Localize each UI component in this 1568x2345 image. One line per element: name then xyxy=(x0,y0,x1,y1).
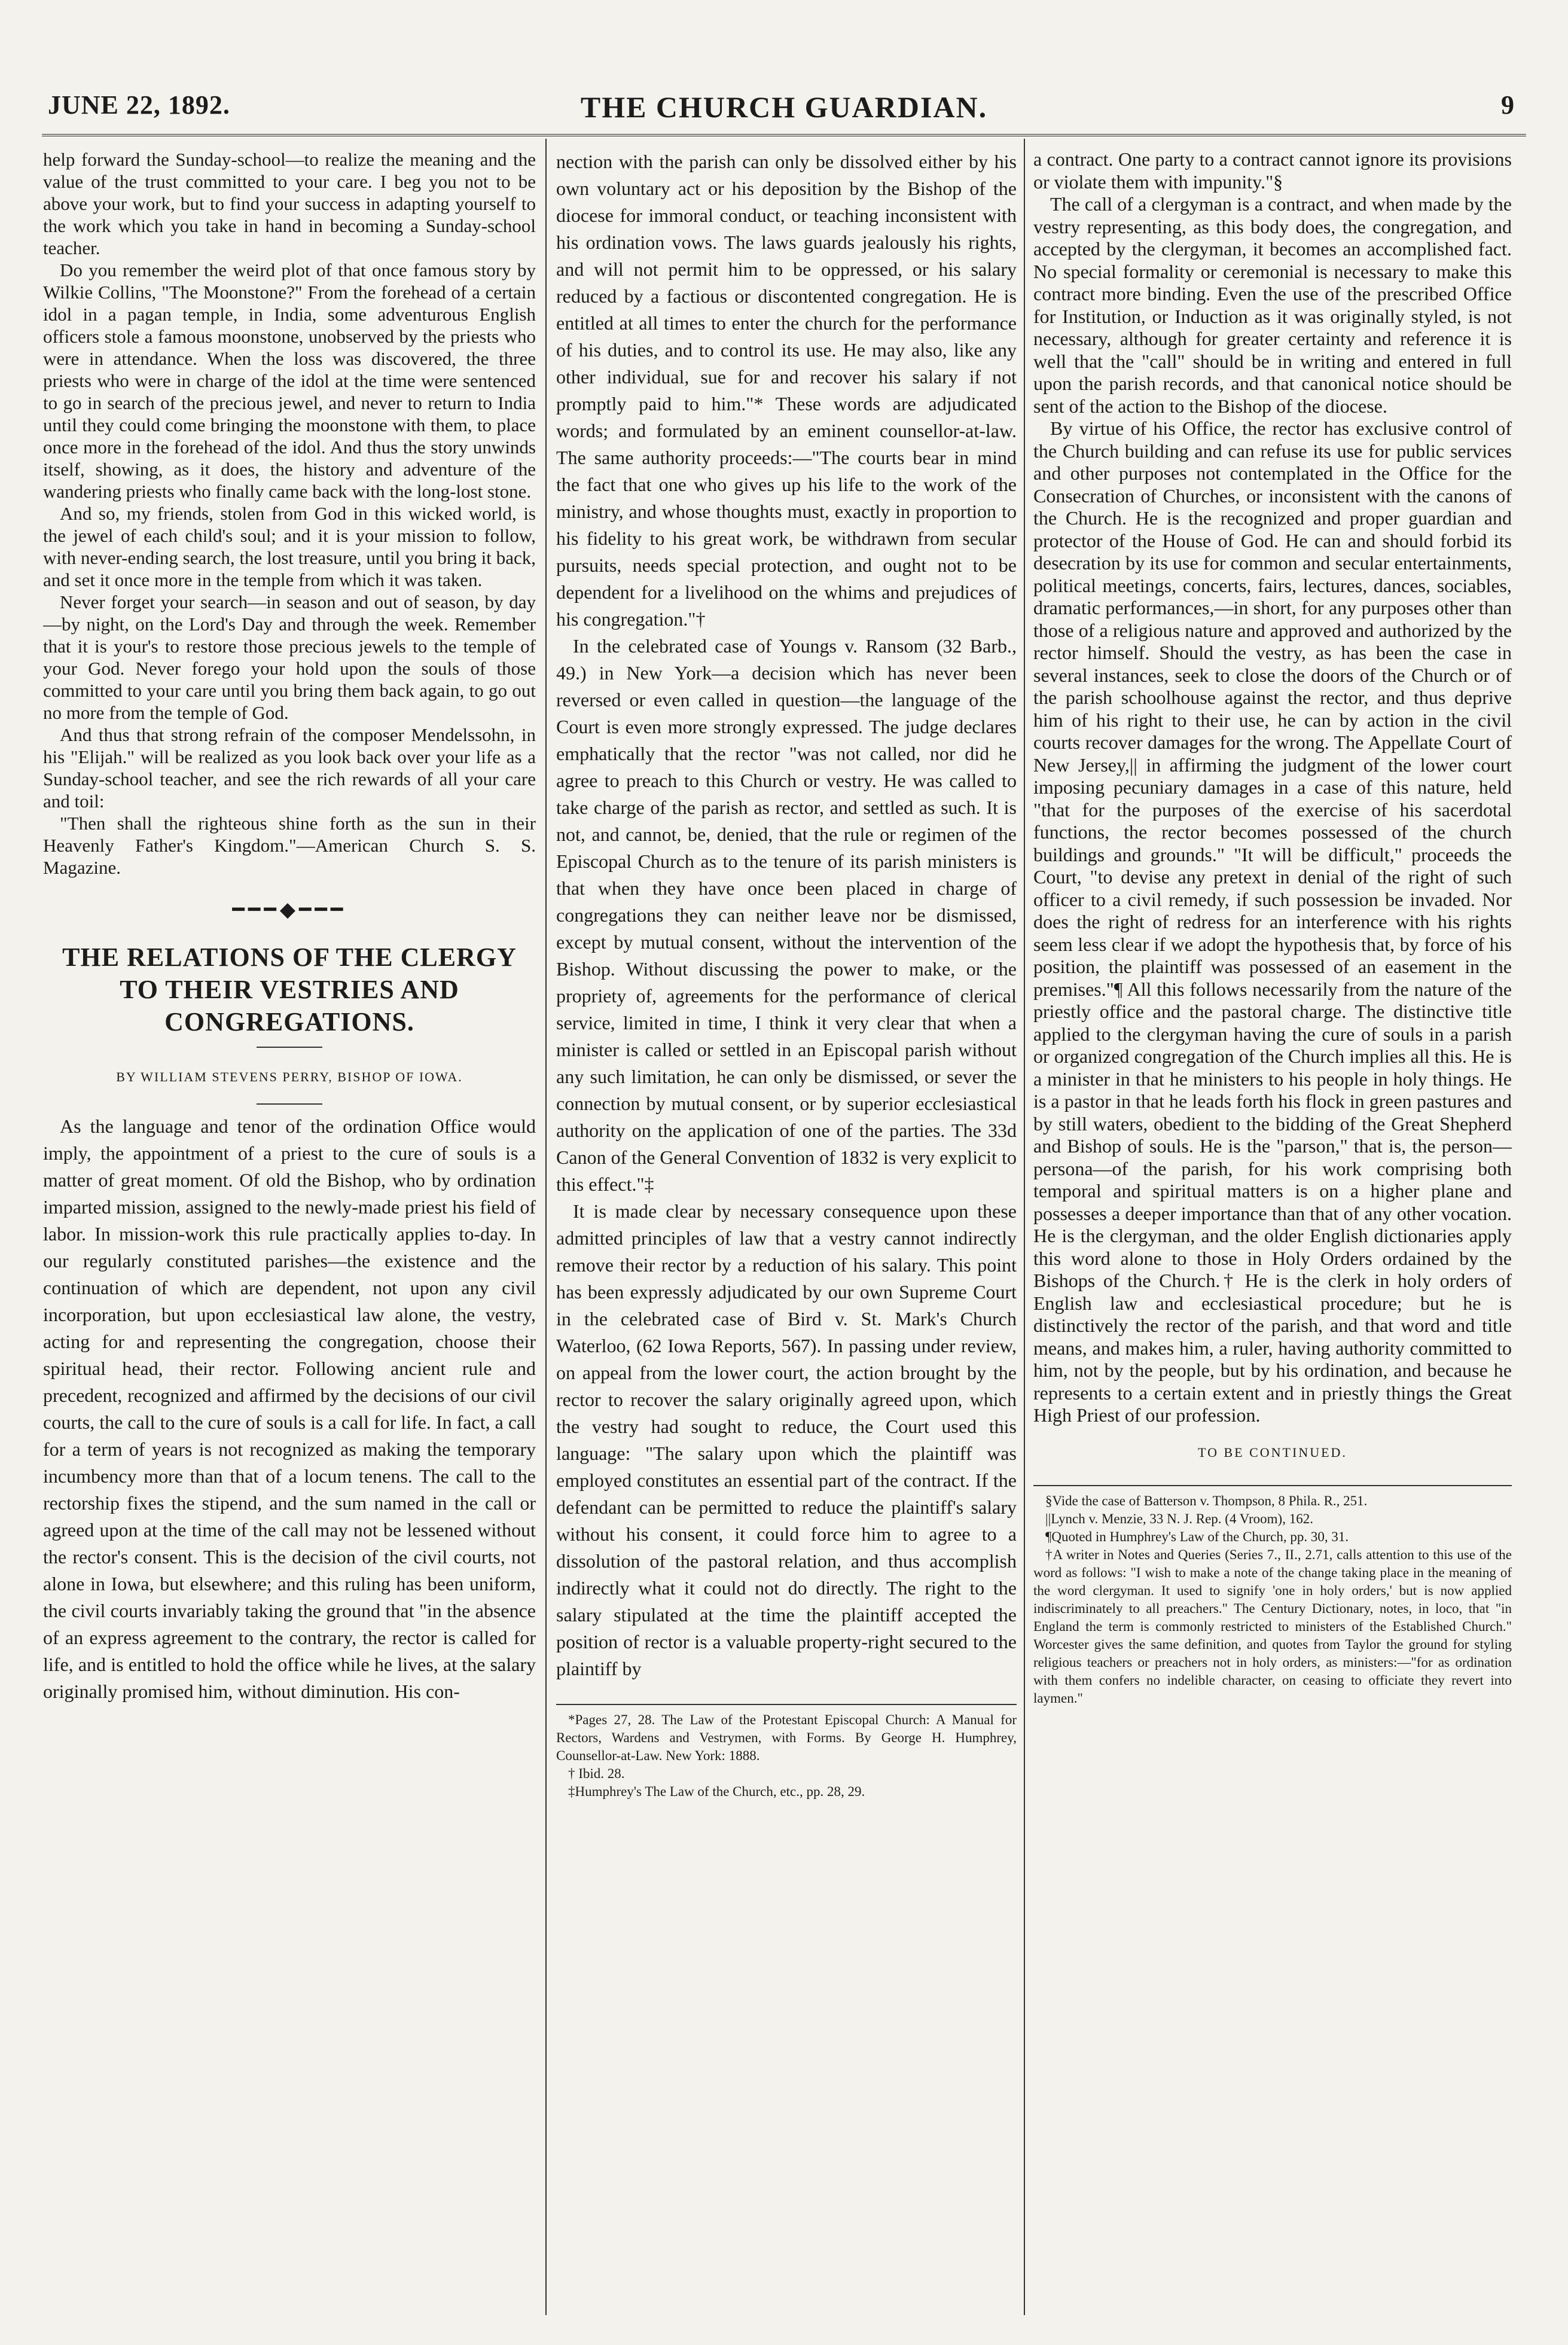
footnote: ||Lynch v. Menzie, 33 N. J. Rep. (4 Vroom), 162. xyxy=(1045,1511,1313,1526)
paragraph: Never forget your search—in season and out of season, by day—by night, on the Lord's Day and through the week. Remember that it is your's to restore those precious jewels to the temple of your God. Never forego your hold upon the souls of those committed to your care until you bring them back again, to go out no more from the temple of God. xyxy=(43,591,536,723)
paragraph: a contract. One party to a contract cannot ignore its provisions or violate them with impunity."§ xyxy=(1033,148,1512,193)
to-be-continued: TO BE CONTINUED. xyxy=(1198,1444,1347,1460)
footnote: §Vide the case of Batterson v. Thompson, 8 Phila. R., 251. xyxy=(1045,1493,1368,1508)
footnote: †A writer in Notes and Queries (Series 7., II., 2.71, calls attention to this use of the word as follows: "I wish to make a note of the change taking place in the meaning of the word clergyman. It used to signify 'one in holy orders,' but is now applied indiscriminately to all preachers." The Century Dictionary, notes, in loco, that "in England the term is commonly restricted to ministers of the Established Church." Worcester gives the same definition, and quotes from Taylor the ground for styling religious teachers or preachers not in holy orders, as ministers:—"for as ordination with them confers no indelible character, on ceasing to officiate they revert into laymen." xyxy=(1033,1547,1512,1706)
paragraph: Do you remember the weird plot of that once famous story by Wilkie Collins, "The Moonstone?" From the forehead of a certain idol in a pagan temple, in India, some adventurous English officers stole a famous moonstone, unobserved by the priests who were in attendance. When the loss was discovered, the three priests who were in charge of the idol at the time were sentenced to go in search of the precious jewel, and never to return to India until they could come bringing the moonstone with them, to place once more in the forehead of the idol. And thus the story unwinds itself, showing, as it does, the history and adventure of the wandering priests who finally came back with the long-lost stone. xyxy=(43,260,536,502)
article-headline: THE RELATIONS OF THE CLERGY TO THEIR VESTRIES AND CONGREGATIONS. xyxy=(62,943,517,1036)
issue-date: JUNE 22, 1892. xyxy=(48,90,230,120)
quotation: "Then shall the righteous shine forth as the sun in their Heavenly Father's Kingdom."—American Church S. S. Magazine. xyxy=(43,813,536,878)
paragraph: By virtue of his Office, the rector has exclusive control of the Church building and can refuse its use for public services and other purposes not contemplated in the Office for the Consecration of Churches, or inconsistent with the canons of the Church. He is the recognized and proper guardian and protector of the House of God. He can and should forbid its desecration by its use for common and secular entertainments, political meetings, concerts, fairs, lectures, dances, sociables, dramatic performances,—in short, for any purposes other than those of a religious nature and approved and authorized by the rector himself. Should the vestry, as has been the case in several instances, seek to close the doors of the Church or of the parish schoolhouse against the rector, and thus deprive him of his right to their use, he can by action in the civil courts recover damages for the wrong. The Appellate Court of New Jersey,|| in affirming the judgment of the lower court imposing pecuniary damages in a case of this nature, held "that for the purposes of the exercise of his sacerdotal functions, the rector becomes possessed of the church buildings and grounds." "It will be difficult," proceeds the Court, "to devise any pretext in denial of the right of such officer to a civil remedy, if such possession be invaded. Nor does the right of redress for an interference with his rights seem less clear if we adopt the hypothesis that, by force of his position, the plaintiff was possessed of an easement in the premises."¶ All this follows necessarily from the nature of the priestly office and the pastoral charge. The distinctive title applied to the clergyman having the cure of souls in a parish or organized congregation of the Church implies all this. He is a minister in that he ministers to his people in holy things. He is a pastor in that he leads forth his flock in green pastures and by still waters, obedient to the bidding of the Great Shepherd and Bishop of souls. He is the "parson," that is, the person—persona—of the parish, for his work comprising both temporal and spiritual matters is on a higher plane and possesses a deeper importance than that of any other vocation. He is the clergyman, and the older English dictionaries apply this word alone to those in Holy Orders ordained by the Bishops of the Church.† He is the clerk in holy orders of English law and ecclesiastical procedure; but he is distinctively the rector of the parish, and that word and title means, and makes him, a ruler, having authority committed to him, not by the people, but by his ordination, and because he represents to a certain extent and in priestly things the Great High Priest of our profession. xyxy=(1033,417,1512,1426)
masthead xyxy=(42,90,1526,132)
paragraph: The call of a clergyman is a contract, and when made by the vestry representing, as this body does, the congregation, and accepted by the clergyman, it becomes an accomplished fact. No special formality or ceremonial is necessary to make this contract more binding. Even the use of the prescribed Office for Institution, or Induction as it was originally styled, is not necessary, although for greater certainty and reference it is well that the "call" should be in writing and entered in full upon the parish records, and that canonical notice should be sent of the action to the Bishop of the diocese. xyxy=(1033,193,1512,417)
footnotes xyxy=(556,1704,1017,1801)
article-byline: BY WILLIAM STEVENS PERRY, BISHOP OF IOWA. xyxy=(116,1069,463,1084)
column-1 xyxy=(43,148,536,2321)
footnote: ¶Quoted in Humphrey's Law of the Church, pp. 30, 31. xyxy=(1045,1529,1349,1544)
headline-rule xyxy=(257,1047,322,1048)
footnote: *Pages 27, 28. The Law of the Protestant Episcopal Church: A Manual for Rectors, Wardens and Vestrymen, with Forms. By George H. Humphrey, Counsellor-at-Law. New York: 1888. xyxy=(556,1712,1017,1763)
footnote: ‡Humphrey's The Law of the Church, etc., pp. 28, 29. xyxy=(568,1784,865,1799)
footnotes xyxy=(1033,1485,1512,1707)
section-ornament: ━━━◆━━━ xyxy=(232,899,347,921)
paragraph: help forward the Sunday-school—to realize the meaning and the value of the trust committed to your care. I beg you not to be above your work, but to find your success in adapting yourself to the work which you take in hand in becoming a Sunday-school teacher. xyxy=(43,149,536,258)
paragraph: In the celebrated case of Youngs v. Ransom (32 Barb., 49.) in New York—a decision which has never been reversed or even called in question—the language of the Court is even more strongly expressed. The judge declares emphatically that the rector "was not called, nor did he agree to preach to this Church or vestry. He was called to take charge of the parish as rector, and settled as such. It is not, and cannot, be, denied, that the rule or regimen of the Episcopal Church as to the tenure of its parish ministers is that when they have once been placed in charge of congregations they can neither leave nor be dismissed, except by mutual consent, without the intervention of the Bishop. Without discussing the power to make, or the propriety of, agreements for the performance of clerical service, limited in time, I think it very clear that when a minister is called or settled in an Episcopal parish without any such limitation, he can only be dismissed, or sever the connection by mutual consent, or by superior ecclesiastical authority on the application of one of the parties. The 33d Canon of the General Convention of 1832 is very explicit to this effect."‡ xyxy=(556,635,1017,1195)
paragraph: As the language and tenor of the ordination Office would imply, the appointment of a priest to the cure of souls is a matter of great moment. Of old the Bishop, who by ordination imparted mission, assigned to the newly-made priest his field of labor. In mission-work this rule practically applies to-day. In our regularly constituted parishes—the existence and the continuation of which are dependent, not upon any civil incorporation, but upon ecclesiastical law alone, the vestry, acting for and representing the congregation, choose their spiritual head, their rector. Following ancient rule and precedent, recognized and affirmed by the decisions of our civil courts, the call to the cure of souls is a call for life. In fact, a call for a term of years is not recognized as making the temporary incumbency more than that of a locum tenens. The call to the rectorship fixes the stipend, and the sum named in the call or agreed upon at the time of the call may not be lessened without the rector's consent. This is the decision of the civil courts, not alone in Iowa, but elsewhere; and this ruling has been uniform, the civil courts invariably taking the ground that "in the absence of an express agreement to the contrary, the rector is called for life, and is entitled to hold the office while he lives, at the salary originally promised him, without diminution. His con- xyxy=(43,1115,536,1702)
paragraph: And so, my friends, stolen from God in this wicked world, is the jewel of each child's soul; and it is your mission to follow, with never-ending search, the lost treasure, until you bring it back, and set it once more in the temple from which it was taken. xyxy=(43,503,536,590)
paragraph: It is made clear by necessary consequence upon these admitted principles of law that a vestry cannot indirectly remove their rector by a reduction of his salary. This point has been expressly adjudicated by our own Supreme Court in the celebrated case of Bird v. St. Mark's Church Waterloo, (62 Iowa Reports, 567). In passing under review, on appeal from the lower court, the action brought by the rector to recover the salary originally agreed upon, which the vestry had sought to reduce, the Court used this language: "The salary upon which the plaintiff was employed constitutes an essential part of the contract. If the defendant can be permitted to reduce the plaintiff's salary without his consent, it could force him to agree to a dissolution of the pastoral relation, and thus accomplish indirectly what it could not do directly. The right to the salary stipulated at the time the plaintiff accepted the position of rector is a valuable property-right secured to the plaintiff by xyxy=(556,1200,1017,1679)
footnote: † Ibid. 28. xyxy=(568,1766,625,1781)
column-3 xyxy=(1033,148,1512,2321)
paragraph: nection with the parish can only be dissolved either by his own voluntary act or his deposition by the Bishop of the diocese for immoral conduct, or teaching inconsistent with his ordination vows. The laws guards jealously his rights, and will not permit him to be oppressed, or his salary reduced by a factious or discontented congregation. He is entitled at all times to enter the church for the performance of his duties, and to control its use. He may also, like any other individual, sue for and recover his salary if not promptly paid to him."* These words are adjudicated words; and formulated by an eminent counsellor-at-law. The same authority proceeds:—"The courts bear in mind the fact that one who gives up his life to the work of the ministry, and whose thoughts must, exactly in proportion to his fidelity to his great work, be withdrawn from secular pursuits, needs special protection, and ought not to be dependent for a livelihood on the whims and prejudices of his congregation."† xyxy=(556,151,1017,630)
column-2 xyxy=(556,148,1017,2321)
column-divider xyxy=(1024,139,1025,2315)
header-rule xyxy=(42,134,1526,136)
newspaper-title: THE CHURCH GUARDIAN. xyxy=(580,90,988,124)
column-divider xyxy=(545,139,547,2315)
byline-rule xyxy=(257,1103,322,1105)
page-number: 9 xyxy=(1501,90,1514,120)
paragraph: And thus that strong refrain of the composer Mendelssohn, in his "Elijah." will be realized as you look back over your life as a Sunday-school teacher, and see the rich rewards of all your care and toil: xyxy=(43,724,536,812)
